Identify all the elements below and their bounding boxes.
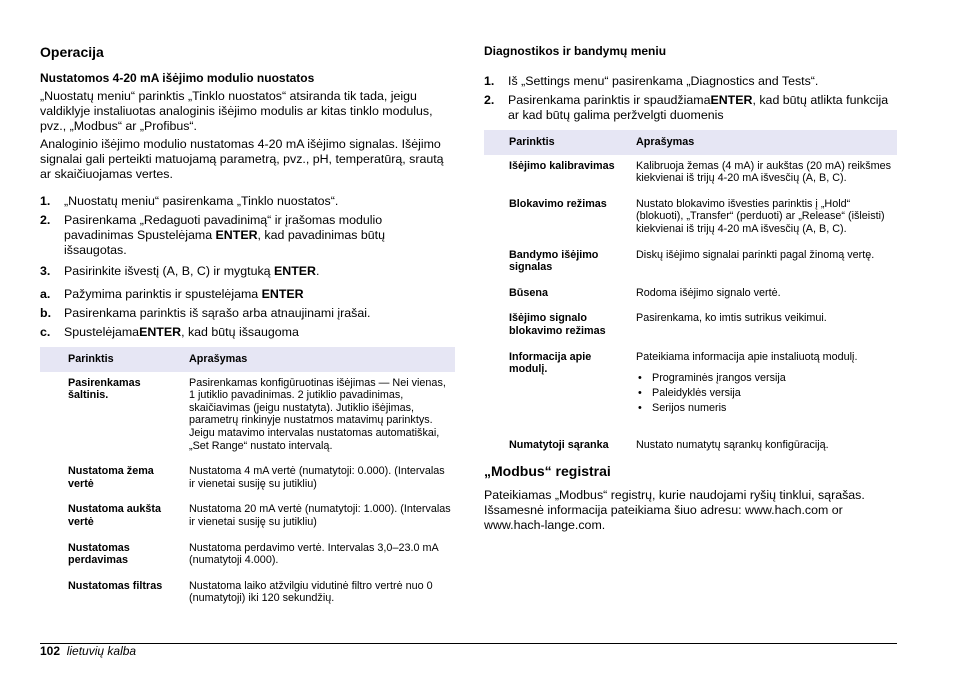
item-text: Spustelėjama: [64, 325, 140, 339]
option-description: [189, 537, 455, 575]
item-bold: ENTER: [710, 93, 753, 107]
list-item: [40, 264, 420, 279]
item-bold: ENTER: [274, 264, 316, 278]
page-number: 102: [40, 644, 61, 658]
item-number: 1.: [484, 74, 495, 88]
column-header-description: Aprašymas: [189, 347, 455, 372]
table-row: [40, 537, 455, 575]
list-item: [484, 93, 899, 123]
bullet-item: • Paleidyklės versija: [636, 386, 893, 401]
option-description: [636, 155, 897, 193]
output-settings-table: [40, 347, 455, 613]
option-name: Informacija apie modulį.: [509, 350, 592, 376]
option-name: Išėjimo kalibravimas: [509, 159, 615, 172]
column-header-option: Parinktis: [484, 130, 636, 155]
item-number: 2.: [40, 213, 51, 227]
diagnostics-table: [484, 130, 897, 460]
description-text: Nustato numatytų sąrankų konfigūraciją.: [636, 439, 829, 452]
list-item: [484, 74, 899, 89]
option-description: [636, 282, 897, 308]
option-name: Būsena: [509, 286, 549, 299]
option-description: [636, 434, 897, 460]
option-name: Bandymo išėjimo signalas: [509, 248, 599, 274]
section-heading-operacija: Operacija: [40, 44, 104, 60]
subheading-4-20ma: Nustatomos 4-20 mA išėjimo modulio nuostatos: [40, 71, 315, 85]
list-item: [40, 194, 420, 209]
table-row: [484, 155, 897, 193]
table-row: [40, 498, 455, 536]
option-description: [636, 346, 897, 435]
item-text: Pažymima parinktis ir spustelėjama: [64, 287, 262, 301]
option-name: Nustatoma žema vertė: [68, 465, 154, 490]
option-name: Blokavimo režimas: [509, 197, 607, 210]
footer-language: lietuvių kalba: [66, 644, 137, 658]
paragraph-intro: „Nuostatų meniu“ parinktis „Tinklo nuostatos“ atsiranda tik tada, jeigu valdiklyje instaliuotas analoginis išėjimo modulis ar kitas tinklo modulus, pvz., „Modbus“ ar „Profibus“.: [40, 89, 433, 133]
list-item: [40, 213, 420, 258]
option-name: Pasirenkamas šaltinis.: [68, 376, 141, 402]
table-row: [40, 575, 455, 613]
table-row: [40, 372, 455, 461]
item-number: 2.: [484, 93, 495, 107]
bullet-item: • Serijos numeris: [636, 401, 893, 416]
item-number: a.: [40, 287, 51, 301]
description-text: Pateikiama informacija apie instaliuotą modulį.: [636, 350, 858, 363]
description-text: Pasirenkama, ko imtis sutrikus veikimui.: [636, 312, 827, 325]
paragraph-signal: Analoginio išėjimo modulio nustatomas 4-20 mA išėjimo signalas. Išėjimo signalai gali perteikti matuojamą parametrą, pvz., pH, temperatūrą, srautą ar skaičiuojamas vertes.: [40, 137, 444, 181]
option-description: [189, 575, 455, 613]
option-description: [189, 498, 455, 536]
item-number: 1.: [40, 194, 51, 208]
option-description: [636, 244, 897, 282]
table-row: [484, 244, 897, 282]
description-text: Pasirenkamas konfigūruotinas išėjimas — Nei vienas, 1 jutiklio pavadinimas. 2 jutiklio pavadinimas, skaičiavimas (jeigu nustatyta). Jutiklio išėjimas, parametrų rinkinyje nustatmos matavimų parinktys. Jeigu matavimo intervalas nustatomas automatiškai, „Set Range“ nustato intervalą.: [189, 376, 446, 452]
bullet-item: • Programinės įrangos versija: [636, 371, 893, 386]
item-bold: ENTER: [261, 287, 304, 301]
table-row: [484, 346, 897, 435]
description-text: Nustato blokavimo išvesties parinktis į „Hold“ (blokuoti), „Transfer“ (perduoti) ar „Release“ (išleisti) kiekvienai iš trijų 4-20 mA išvesčių (A, B, C).: [636, 197, 885, 235]
table-row: [484, 307, 897, 345]
item-text: Pasirenkama parinktis iš sąrašo arba atnaujinami įrašai.: [64, 306, 371, 320]
diagnostics-steps-list: [484, 74, 899, 127]
item-number: 3.: [40, 264, 51, 278]
description-text: Rodoma išėjimo signalo vertė.: [636, 286, 781, 299]
option-description: [636, 307, 897, 345]
footer: [40, 644, 136, 658]
description-text: Nustatoma 4 mA vertė (numatytoji: 0.000). (Intervalas ir vienetai susiję su jutikliu): [189, 465, 445, 490]
description-text: Nustatoma 20 mA vertė (numatytoji: 1.000). (Intervalas ir vienetai susiję su jutikliu): [189, 503, 451, 528]
item-bold: ENTER: [139, 325, 182, 339]
description-text: Nustatoma laiko atžvilgiu vidutinė filtro vertrė nuo 0 (numatytoji) iki 120 sekundžių.: [189, 579, 433, 605]
item-text-end: , kad pavadinimas būtų išsaugotas.: [64, 228, 385, 257]
item-text-end: .: [316, 264, 320, 278]
option-name: Išėjimo signalo blokavimo režimas: [509, 312, 606, 337]
option-description: [189, 460, 455, 498]
list-item: [40, 306, 440, 321]
item-bold: ENTER: [215, 228, 258, 242]
steps-list: [40, 194, 420, 283]
item-text: Pasirinkite išvestį (A, B, C) ir mygtuką: [64, 264, 274, 278]
option-name: Numatytoji sąranka: [509, 439, 609, 452]
table-row: [484, 434, 897, 460]
item-text: Iš „Settings menu“ pasirenkama „Diagnostics and Tests“.: [508, 74, 819, 88]
table-row: [484, 193, 897, 244]
item-text-end: , kad būtų atlikta funkcija ar kad būtų galima peržvelgti duomenis: [508, 93, 889, 122]
subheading-diagnostics: Diagnostikos ir bandymų meniu: [484, 44, 667, 58]
item-number: c.: [40, 325, 51, 339]
column-header-option: Parinktis: [40, 347, 189, 372]
description-text: Kalibruoja žemas (4 mA) ir aukštas (20 mA) reikšmes kiekvienai iš trijų 4-20 mA išvesčių (A, B, C).: [636, 159, 891, 185]
column-header-description: Aprašymas: [636, 130, 897, 155]
table-row: [484, 282, 897, 308]
option-description: [636, 193, 897, 244]
substeps-list: [40, 287, 440, 344]
list-item: [40, 325, 440, 340]
paragraph-modbus: Pateikiamas „Modbus“ registrų, kurie naudojami ryšių tinklui, sąrašas. Išsamesnė informacija pateikiama šiuo adresu: www.hach.com or www.hach-lange.com.: [484, 488, 865, 532]
list-item: [40, 287, 440, 302]
option-name: Nustatoma aukšta vertė: [68, 503, 162, 528]
footer-rule: [40, 643, 897, 644]
module-info-list: [636, 371, 893, 416]
option-description: [189, 372, 455, 461]
description-text: Diskų išėjimo signalai parinkti pagal žinomą vertę.: [636, 248, 875, 261]
table-row: [40, 460, 455, 498]
description-text: Nustatoma perdavimo vertė. Intervalas 3,0–23.0 mA (numatytoji 4.000).: [189, 541, 439, 567]
option-name: Nustatomas perdavimas: [68, 541, 130, 567]
item-text: Pasirenkama parinktis ir spaudžiama: [508, 93, 711, 107]
item-number: b.: [40, 306, 52, 320]
option-name: Nustatomas filtras: [68, 579, 163, 592]
item-text: Pasirenkama „Redaguoti pavadinimą“ ir įrašomas modulio pavadinimas Spustelėjama: [64, 213, 383, 242]
section-heading-modbus: „Modbus“ registrai: [484, 463, 611, 479]
item-text-end: , kad būtų išsaugoma: [181, 325, 299, 339]
item-text: „Nuostatų meniu“ pasirenkama „Tinklo nuostatos“.: [64, 194, 339, 208]
